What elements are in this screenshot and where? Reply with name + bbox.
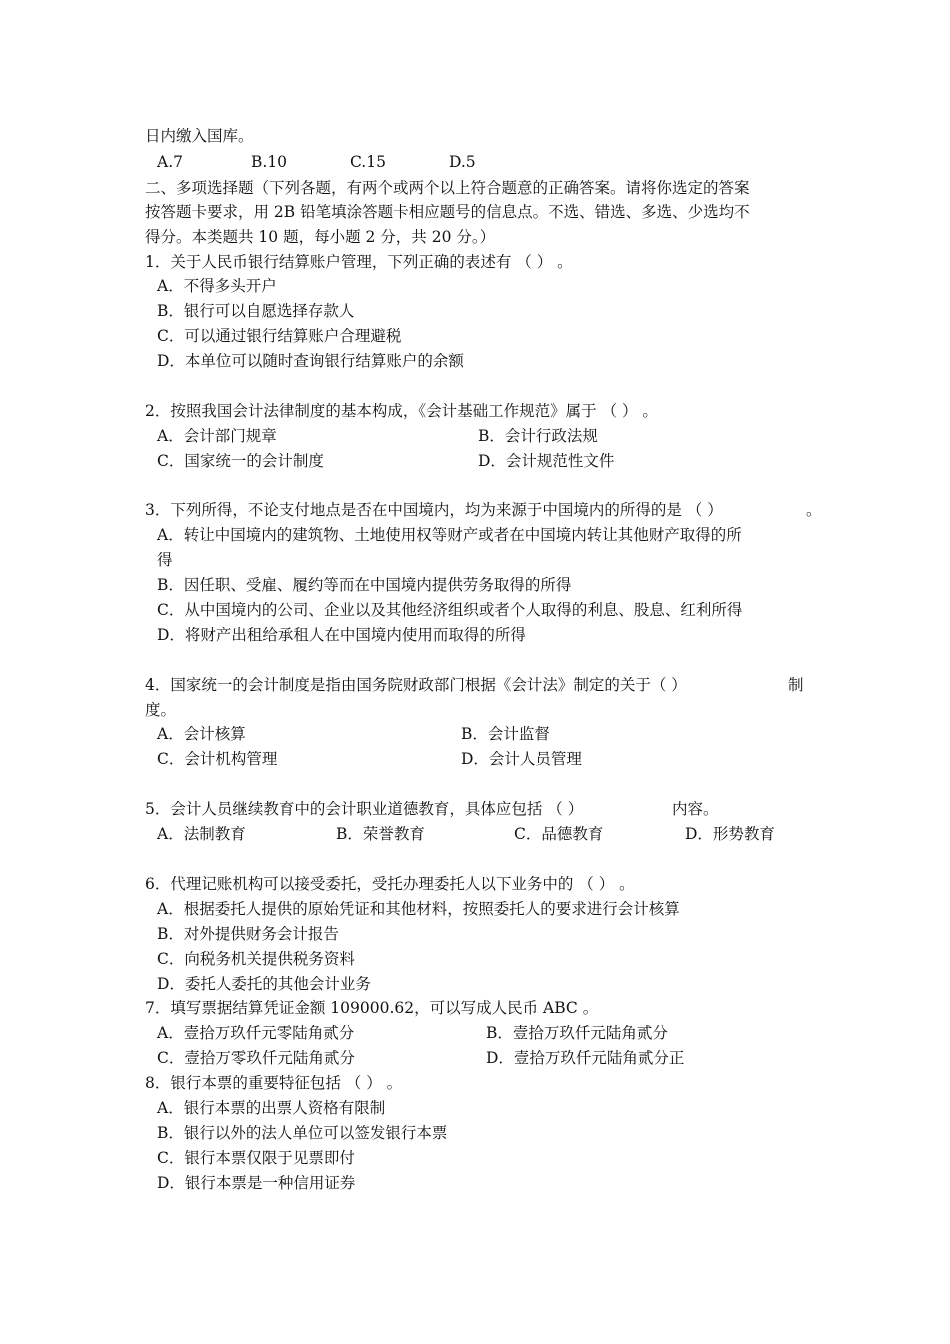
question-1-option-a: A．不得多头开户 xyxy=(157,277,277,295)
question-8-option-b: B．银行以外的法人单位可以签发银行本票 xyxy=(157,1124,448,1142)
question-5-stem-end: 内容。 xyxy=(672,800,719,818)
question-7-option-c: C．壹拾万零玖仟元陆角贰分 xyxy=(157,1049,355,1067)
question-4-stem: 4．国家统一的会计制度是指由国务院财政部门根据《会计法》制定的关于（ ） xyxy=(145,676,687,694)
question-4-stem-cont: 度。 xyxy=(145,701,177,719)
question-6-option-d: D．委托人委托的其他会计业务 xyxy=(157,975,371,993)
option-b: B.10 xyxy=(251,153,288,171)
option-d: D.5 xyxy=(449,153,476,171)
question-3-option-c: C．从中国境内的公司、企业以及其他经济组织或者个人取得的利息、股息、红利所得 xyxy=(157,601,743,619)
question-3-option-d: D．将财产出租给承租人在中国境内使用而取得的所得 xyxy=(157,626,526,644)
question-4-option-b: B．会计监督 xyxy=(461,725,550,743)
question-5-option-a: A．法制教育 xyxy=(157,825,246,843)
question-7-stem: 7．填写票据结算凭证金额 109000.62，可以写成人民币 ABC 。 xyxy=(145,999,599,1017)
question-4-option-d: D．会计人员管理 xyxy=(461,750,582,768)
question-1-option-c: C．可以通过银行结算账户合理避税 xyxy=(157,327,402,345)
question-8-stem: 8．银行本票的重要特征包括 （ ） 。 xyxy=(145,1074,403,1092)
question-5-option-b: B．荣誉教育 xyxy=(336,825,425,843)
question-6-option-b: B．对外提供财务会计报告 xyxy=(157,925,339,943)
section-heading: 二、多项选择题（下列各题，有两个或两个以上符合题意的正确答案。请将你选定的答案 xyxy=(145,179,750,197)
question-5-option-c: C．品德教育 xyxy=(514,825,604,843)
question-3-stem: 3．下列所得，不论支付地点是否在中国境内，均为来源于中国境内的所得的是 （ ） xyxy=(145,501,723,519)
question-8-option-a: A．银行本票的出票人资格有限制 xyxy=(157,1099,386,1117)
question-3-option-a-cont: 得 xyxy=(157,551,173,569)
question-8-option-d: D．银行本票是一种信用证券 xyxy=(157,1174,356,1192)
section-instructions: 按答题卡要求，用 2B 铅笔填涂答题卡相应题号的信息点。不选、错选、多选、少选均不 xyxy=(145,203,750,221)
option-c: C.15 xyxy=(350,153,386,171)
question-4-stem-end: 制 xyxy=(788,676,804,694)
intro-line: 日内缴入国库。 xyxy=(145,127,254,145)
question-6-stem: 6．代理记账机构可以接受委托，受托办理委托人以下业务中的 （ ） 。 xyxy=(145,875,635,893)
question-2-option-c: C．国家统一的会计制度 xyxy=(157,452,324,470)
question-1-option-b: B．银行可以自愿选择存款人 xyxy=(157,302,355,320)
question-1-option-d: D．本单位可以随时查询银行结算账户的余额 xyxy=(157,352,464,370)
question-2-option-a: A．会计部门规章 xyxy=(157,427,277,445)
question-4-option-a: A．会计核算 xyxy=(157,725,246,743)
question-2-option-b: B．会计行政法规 xyxy=(478,427,598,445)
question-2-option-d: D．会计规范性文件 xyxy=(478,452,615,470)
question-4-option-c: C．会计机构管理 xyxy=(157,750,278,768)
question-2-stem: 2．按照我国会计法律制度的基本构成，《会计基础工作规范》属于 （ ） 。 xyxy=(145,402,658,420)
question-8-option-c: C．银行本票仅限于见票即付 xyxy=(157,1149,355,1167)
option-a: A.7 xyxy=(157,153,183,171)
question-7-option-a: A．壹拾万玖仟元零陆角贰分 xyxy=(157,1024,355,1042)
question-5-option-d: D．形势教育 xyxy=(685,825,775,843)
question-1-stem: 1．关于人民币银行结算账户管理，下列正确的表述有 （ ） 。 xyxy=(145,253,573,271)
question-6-option-c: C．向税务机关提供税务资料 xyxy=(157,950,355,968)
question-5-stem: 5．会计人员继续教育中的会计职业道德教育，具体应包括 （ ） xyxy=(145,800,584,818)
question-6-option-a: A．根据委托人提供的原始凭证和其他材料，按照委托人的要求进行会计核算 xyxy=(157,900,680,918)
question-3-option-b: B．因任职、受雇、履约等而在中国境内提供劳务取得的所得 xyxy=(157,576,572,594)
question-3-stem-end: 。 xyxy=(806,501,822,519)
section-instructions: 得分。本类题共 10 题，每小题 2 分，共 20 分。） xyxy=(145,228,496,246)
question-7-option-b: B．壹拾万玖仟元陆角贰分 xyxy=(486,1024,668,1042)
question-7-option-d: D．壹拾万玖仟元陆角贰分正 xyxy=(486,1049,685,1067)
question-3-option-a: A．转让中国境内的建筑物、土地使用权等财产或者在中国境内转让其他财产取得的所 xyxy=(157,526,742,544)
